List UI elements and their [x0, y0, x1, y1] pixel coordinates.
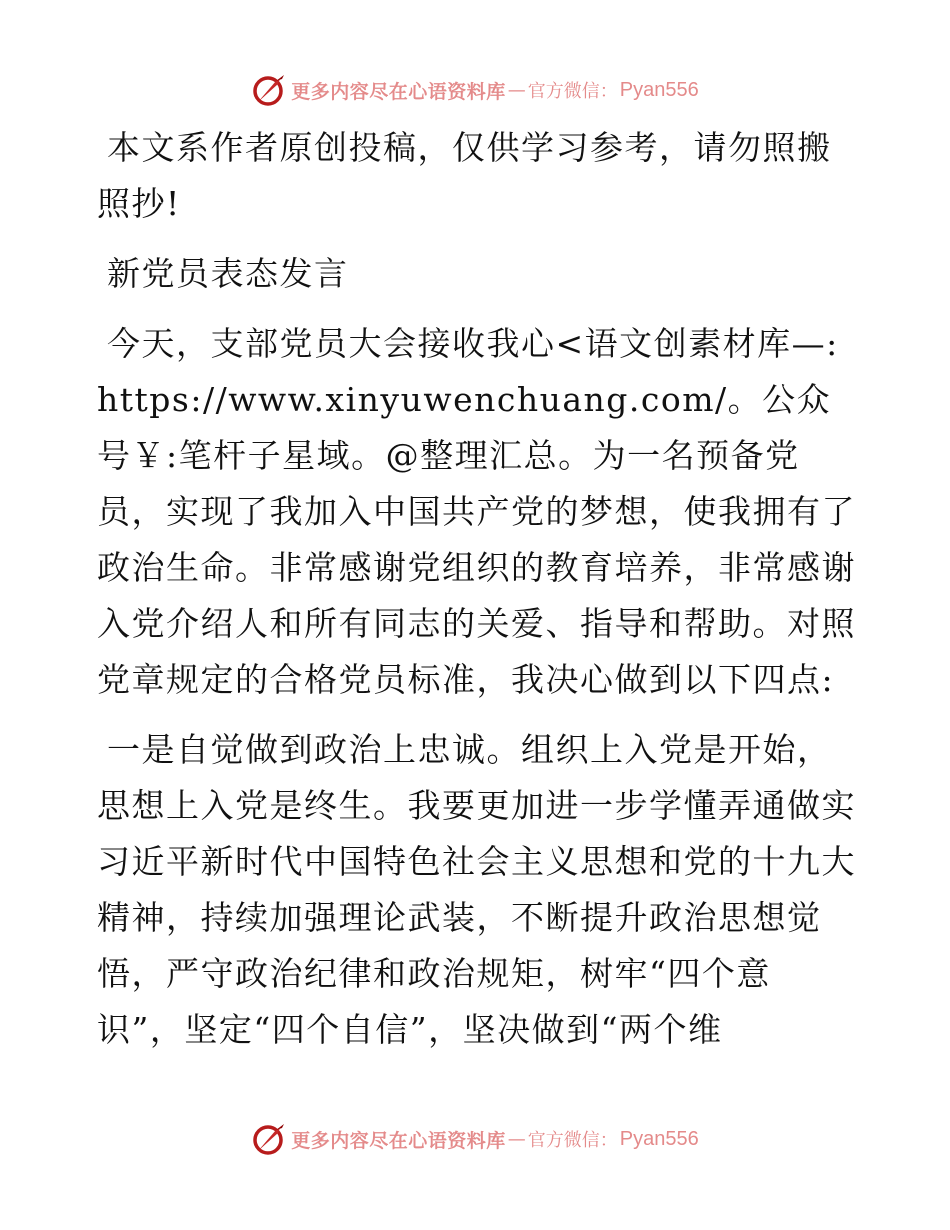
document-body	[97, 120, 857, 1072]
banner-wechat-id: Pyan556	[619, 1127, 699, 1150]
document-title: 新党员表态发言	[107, 254, 349, 293]
quill-logo-icon	[251, 1121, 287, 1157]
body-paragraph-1: 今天，支部党员大会接收我心<语文创素材库—:https://www.xinyuwenchuang.com/。公众号￥:笔杆子星域。@整理汇总。为一名预备党员，实现了我加入中国共产党的梦想，使我拥有了政治生命。非常感谢党组织的教育培养，非常感谢入党介绍人和所有同志的关爱、指导和帮助。对照党章规定的合格党员标准，我决心做到以下四点:	[97, 324, 856, 699]
header-banner	[0, 68, 950, 112]
banner-main-text: 更多内容尽在心语资料库	[291, 80, 506, 103]
banner-main-text: 更多内容尽在心语资料库	[291, 1129, 506, 1152]
banner-wechat-id: Pyan556	[619, 78, 699, 101]
body-paragraph-2: 一是自觉做到政治上忠诚。组织上入党是开始，思想上入党是终生。我要更加进一步学懂弄通做实习近平新时代中国特色社会主义思想和党的十九大精神，持续加强理论武装，不断提升政治思想觉悟，严守政治纪律和政治规矩，树牢“四个意识”，坚定“四个自信”，坚决做到“两个维	[97, 730, 856, 1049]
banner-dash: —	[507, 79, 526, 101]
quill-logo-icon	[251, 72, 287, 108]
banner-official-label: 官方微信：	[527, 1130, 618, 1151]
banner-official-label: 官方微信：	[527, 81, 618, 102]
notice-paragraph: 本文系作者原创投稿，仅供学习参考，请勿照搬照抄!	[97, 128, 832, 223]
banner-dash: —	[507, 1128, 526, 1150]
footer-banner	[0, 1117, 950, 1161]
